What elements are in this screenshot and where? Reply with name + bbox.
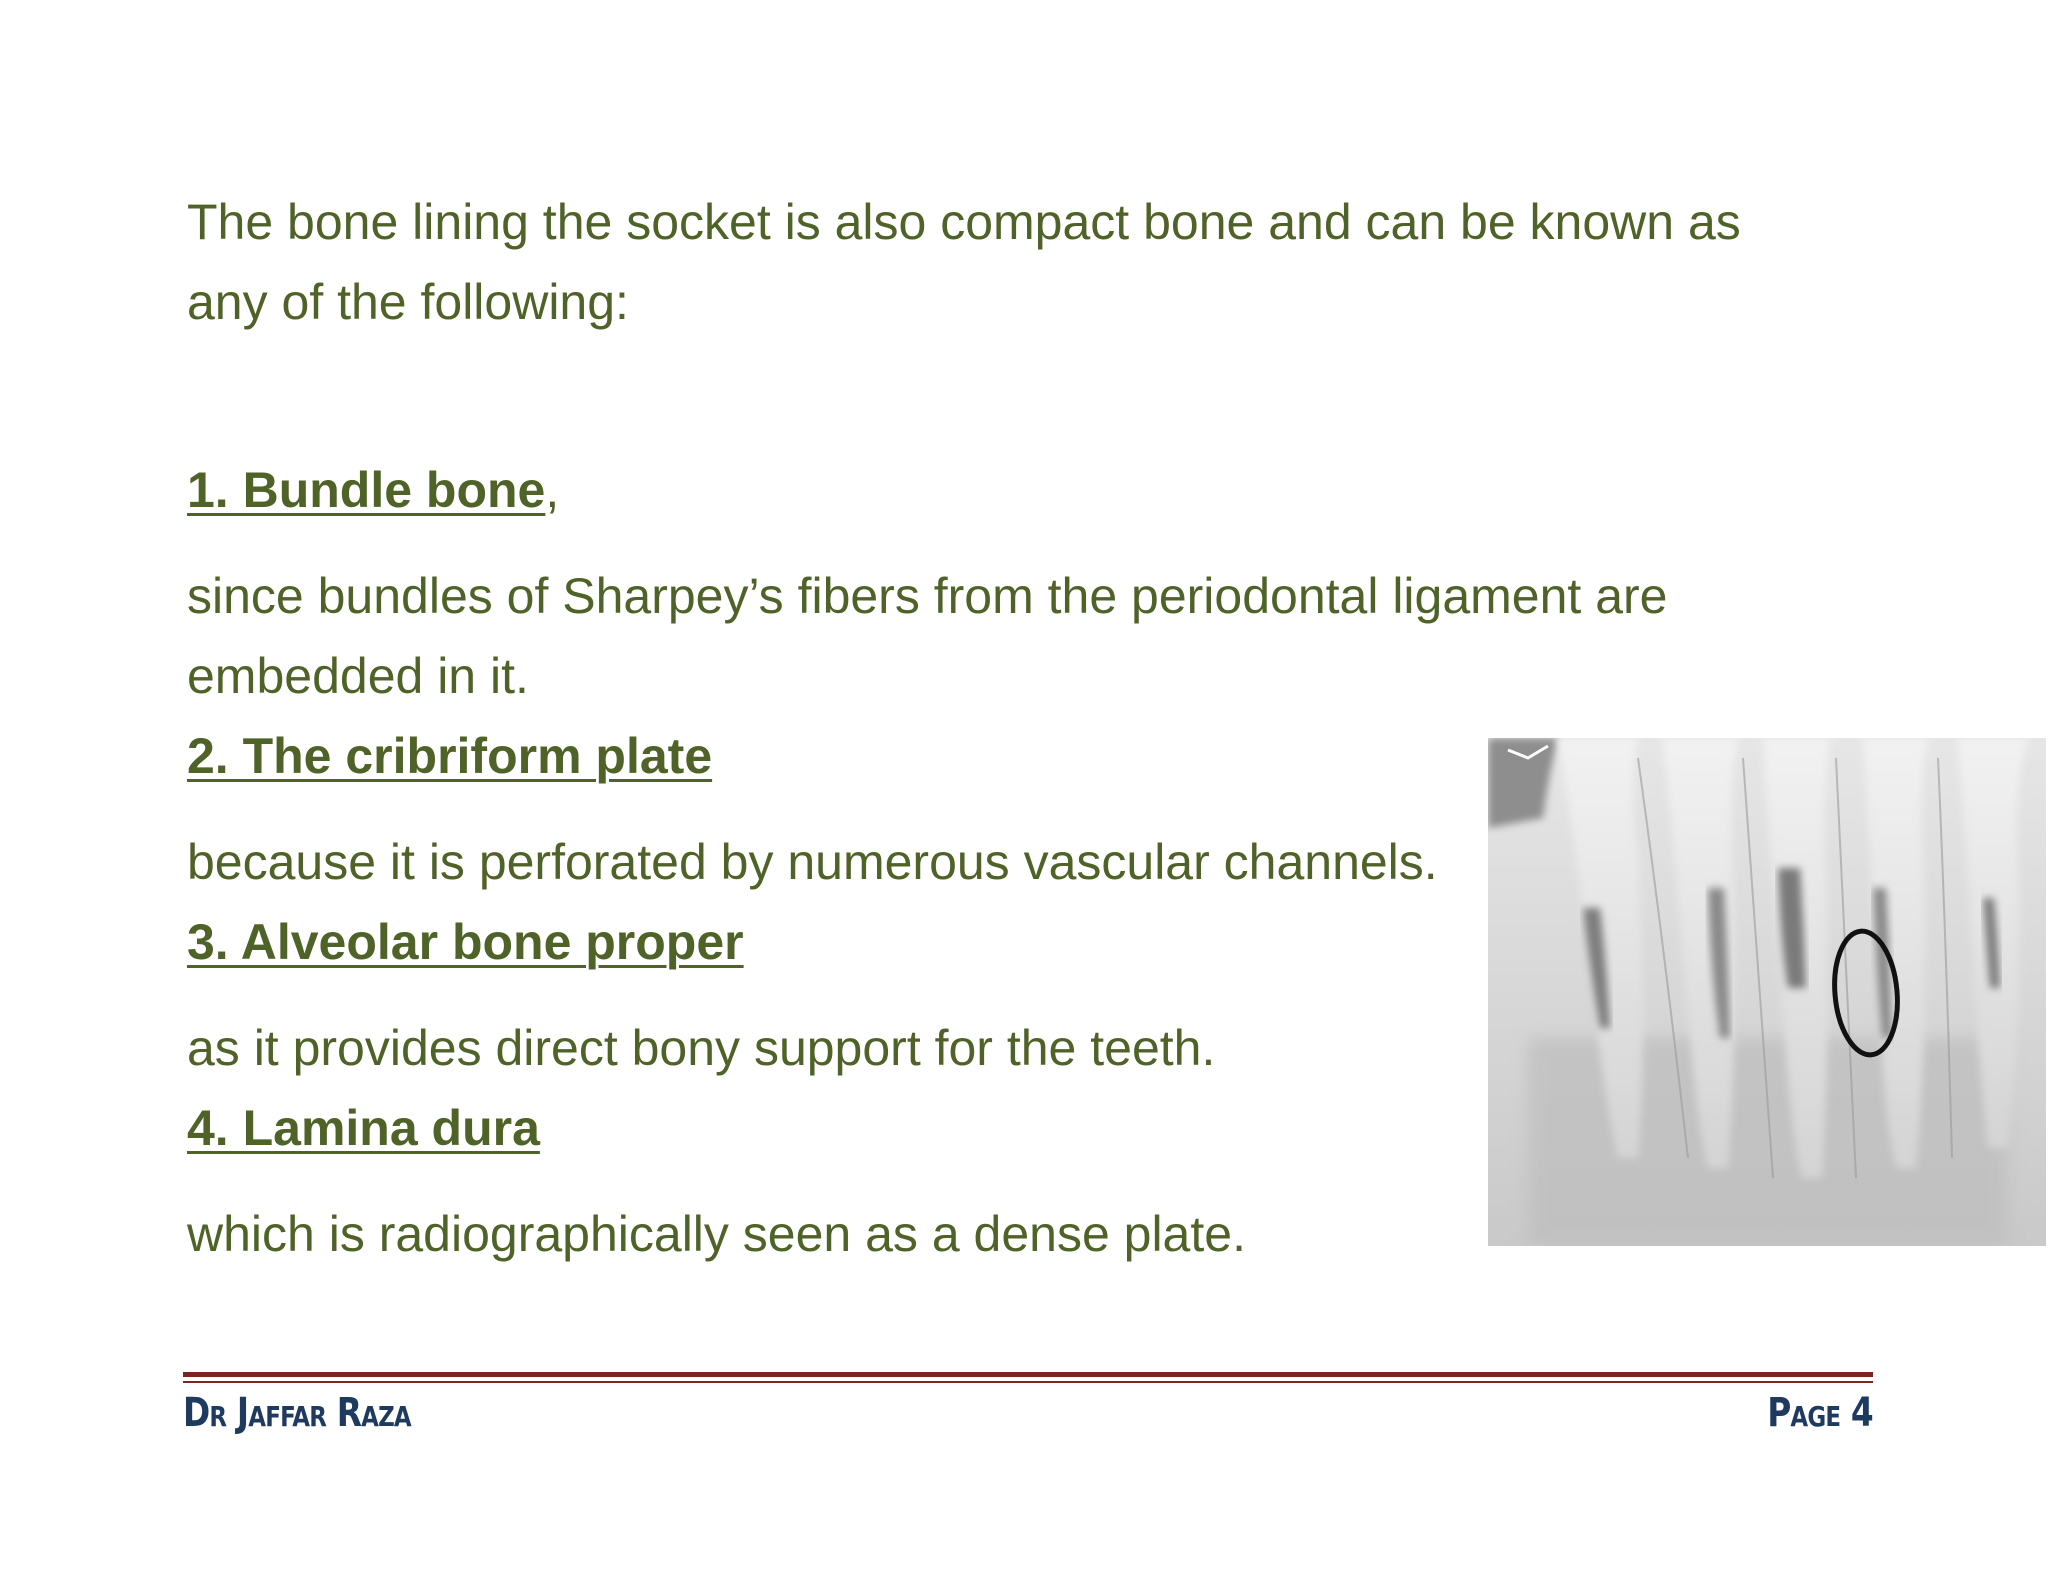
dental-radiograph-image: [1488, 738, 2046, 1246]
item-3-heading: 3. Alveolar bone proper: [187, 914, 744, 970]
item-2-description: because it is perforated by numerous vascular channels.: [187, 834, 1438, 890]
intro-line-1: The bone lining the socket is also compact bone and can be known as: [187, 194, 1741, 250]
intro-line-2: any of the following:: [187, 274, 629, 330]
footer-author: Dr Jaffar Raza: [183, 1390, 411, 1436]
footer-page-number: Page 4: [1767, 1390, 1873, 1436]
item-1-description: [187, 556, 1667, 716]
item-2-heading: 2. The cribriform plate: [187, 728, 713, 784]
radiograph-illustration: [1488, 738, 2046, 1246]
footer-divider-thin: [183, 1381, 1873, 1383]
item-1-heading: 1. Bundle bone: [187, 462, 546, 518]
item-1-description-line-2: embedded in it.: [187, 648, 529, 704]
footer-divider-thick: [183, 1372, 1873, 1377]
item-4-heading: 4. Lamina dura: [187, 1100, 540, 1156]
item-4-description: which is radiographically seen as a dense plate.: [187, 1206, 1246, 1262]
item-1-heading-suffix: ,: [545, 462, 560, 518]
footer-divider: [183, 1372, 1873, 1386]
item-1-description-line-1: since bundles of Sharpey’s fibers from the periodontal ligament are: [187, 568, 1668, 624]
item-3-description: as it provides direct bony support for the teeth.: [187, 1020, 1216, 1076]
item-1-heading-line: [187, 450, 559, 530]
intro-paragraph: [187, 182, 1741, 342]
